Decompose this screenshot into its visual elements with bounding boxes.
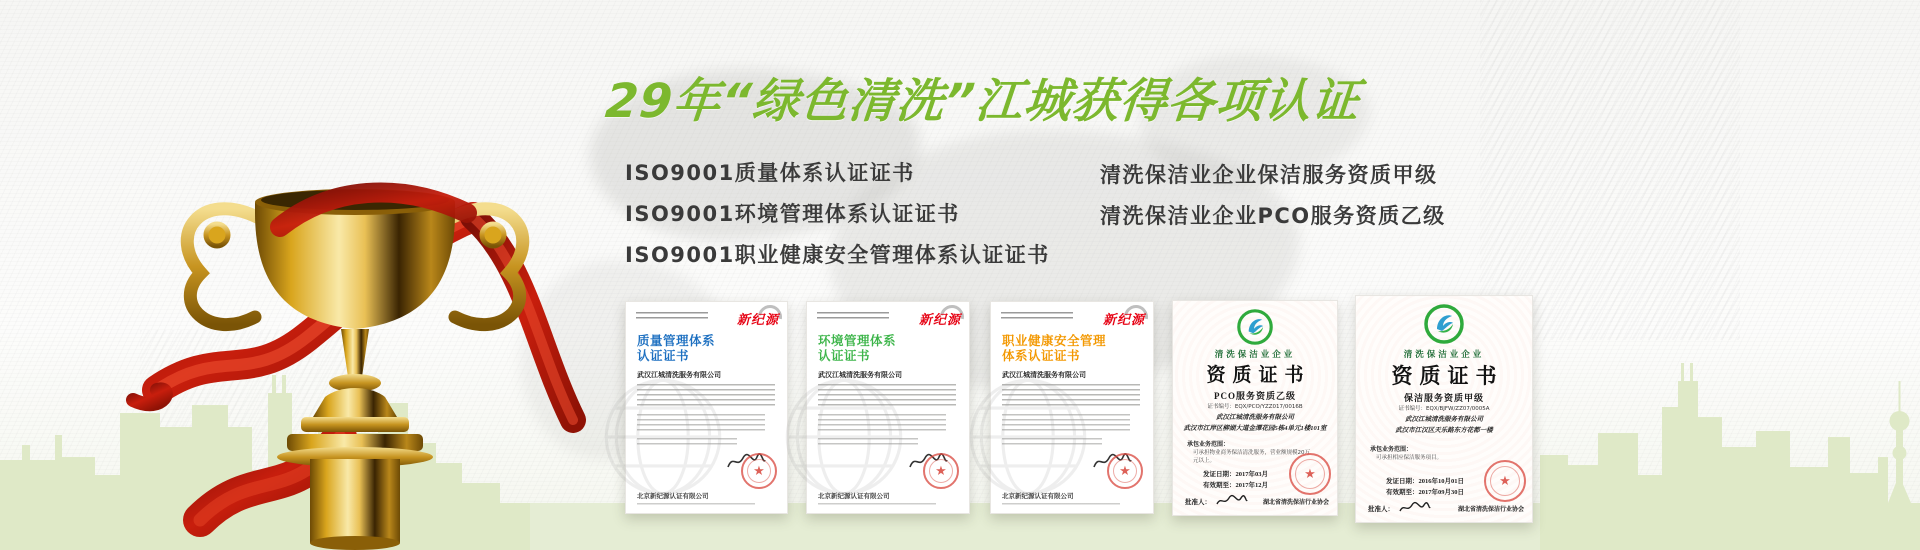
red-seal (1484, 460, 1526, 502)
fine-print-lines (1002, 503, 1120, 507)
fine-print-lines (817, 312, 889, 321)
gold-trophy (105, 85, 635, 550)
certification-list-left (625, 157, 1050, 280)
red-seal (923, 453, 959, 489)
certificate-org-line: 清洗保洁业企业 (1403, 349, 1485, 359)
scope-label: 承包业务范围： (1370, 446, 1413, 453)
certificate-title (1002, 333, 1106, 363)
certificate-company (1356, 414, 1532, 436)
clean-association-logo (1424, 304, 1464, 344)
certificate-qualification-cleaning[interactable] (1355, 295, 1533, 523)
issue-date: 发证日期：2017年03月 (1203, 471, 1268, 478)
company-name: 武汉江城清洗服务有限公司 (1405, 416, 1483, 423)
certificate-org-line: 清洗保洁业企业 (1214, 349, 1296, 359)
company-address: 武汉市江岸区柳湖大道金潭花园5栋4单元1楼101室 (1183, 425, 1327, 433)
certificate-title-line2: 认证证书 (818, 348, 871, 363)
issue-date: 发证日期：2016年10月01日 (1386, 478, 1464, 485)
globe-watermark (965, 374, 1091, 500)
banner-title: 29年“绿色清洗”江城获得各项认证 (603, 74, 1363, 129)
star-icon: ★ (753, 463, 765, 479)
certifier-logo (1093, 309, 1145, 333)
approver-label: 批准人： (1185, 499, 1211, 506)
certificate-title-line1: 环境管理体系 (818, 333, 897, 348)
globe-watermark (781, 374, 907, 500)
certifier-brand-name: 新纪源 (1102, 313, 1145, 328)
certificate-iso-ohs[interactable] (990, 301, 1154, 514)
globe-watermark (600, 374, 726, 500)
certifier-brand-name: 新纪源 (736, 313, 779, 328)
certificate-title-line1: 质量管理体系 (637, 333, 716, 348)
certificate-title: 资质证书 (1391, 364, 1504, 388)
certificate-number: 证书编号：EQX/BJFW/ZZ07/0005A (1398, 406, 1490, 412)
approver-signature (1398, 501, 1432, 515)
scope-label: 承包业务范围： (1187, 441, 1230, 448)
certificate-iso-quality[interactable] (625, 301, 788, 514)
certification-item: 清洗保洁业企业PCO服务资质乙级 (1100, 204, 1446, 228)
certificate-iso-environment[interactable] (806, 301, 970, 514)
red-seal (1289, 453, 1331, 495)
scope-text: 可承担相应保洁服务项目。 (1376, 455, 1443, 461)
certification-item: ISO9001职业健康安全管理体系认证证书 (625, 243, 1050, 267)
fine-print-lines (818, 503, 936, 507)
clean-association-logo (1237, 309, 1273, 345)
certificate-title-line2: 认证证书 (637, 348, 690, 363)
certificate-company (1173, 412, 1337, 434)
certificate-title (818, 333, 896, 363)
certificate-grade: 保洁服务资质甲级 (1403, 393, 1484, 403)
certifier-logo (909, 309, 961, 333)
pearl-tower-silhouette (1888, 381, 1911, 505)
certifier-logo (727, 309, 779, 333)
certificate-title: 资质证书 (1206, 365, 1311, 386)
certificate-issuer: 北京新纪源认证有限公司 (818, 492, 890, 500)
certificate-number: 证书编号：EQX/PCO/YZZ017/0016B (1207, 404, 1303, 410)
certificate-company: 武汉江城清洗服务有限公司 (818, 371, 902, 379)
certificate-company: 武汉江城清洗服务有限公司 (1002, 371, 1086, 379)
company-name: 武汉江城清洗服务有限公司 (1216, 414, 1294, 421)
red-seal (1107, 453, 1143, 489)
certification-item: ISO9001环境管理体系认证证书 (625, 202, 960, 226)
certificate-company: 武汉江城清洗服务有限公司 (637, 371, 721, 379)
certificate-title-line2: 体系认证证书 (1002, 348, 1081, 363)
fine-print-lines (1001, 312, 1073, 321)
approver-label: 批准人： (1368, 506, 1394, 513)
red-seal (741, 453, 777, 489)
company-address: 武汉市江汉区天乐路东方花都一楼 (1395, 427, 1493, 435)
star-icon: ★ (1499, 473, 1511, 489)
certificate-issuer: 北京新纪源认证有限公司 (1002, 492, 1074, 500)
certifier-brand-name: 新纪源 (918, 313, 961, 328)
certificate-issuer: 湖北省清洗保洁行业协会 (1262, 500, 1329, 506)
valid-date: 有效期至：2017年09月30日 (1386, 489, 1464, 496)
star-icon: ★ (1119, 463, 1131, 479)
certificate-issuer: 北京新纪源认证有限公司 (637, 492, 709, 500)
certification-list-right (1100, 159, 1446, 241)
star-icon: ★ (935, 463, 947, 479)
valid-date: 有效期至：2017年12月 (1203, 482, 1268, 489)
certificate-qualification-pco[interactable] (1172, 300, 1338, 516)
certificate-title-line1: 职业健康安全管理 (1002, 333, 1107, 348)
certificate-title (637, 333, 715, 363)
fine-print-lines (637, 503, 755, 507)
certificate-grade: PCO服务资质乙级 (1214, 391, 1296, 401)
certificate-issuer: 湖北省清洗保洁行业协会 (1457, 507, 1524, 513)
certification-item: 清洗保洁业企业保洁服务资质甲级 (1100, 163, 1438, 187)
trophy-base (277, 329, 433, 550)
star-icon: ★ (1304, 466, 1316, 482)
fine-print-lines (636, 312, 708, 321)
certification-item: ISO9001质量体系认证证书 (625, 161, 915, 185)
scope-text: 可承担物业商务保洁清洗服务，营业额规模20万元以上。 (1193, 450, 1311, 465)
approver-signature (1215, 494, 1249, 508)
